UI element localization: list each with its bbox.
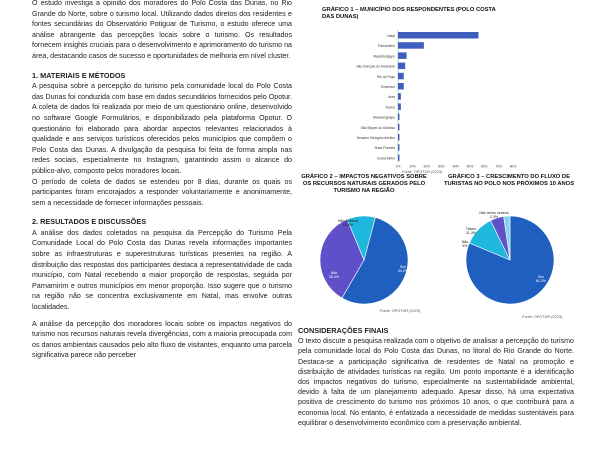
chart1-category-label: Natal [387, 34, 395, 38]
figure-2-source: Fonte: OPOTUR (2023) [380, 309, 421, 313]
chart1-category-label: Touros [385, 105, 395, 110]
figure-1-title: GRÁFICO 1 – MUNICÍPIO DOS RESPONDENTES (POLO COSTA DAS DUNAS) [322, 7, 496, 20]
section1-title: 1. MATERIAIS E MÉTODOS [32, 70, 126, 80]
chart1-category-label: Senador Georgino Avelino [356, 136, 395, 140]
final-title: CONSIDERAÇÕES FINAIS [298, 326, 389, 335]
chart1-tick-label: 50% [466, 164, 474, 169]
chart1-category-label: Maxaranguape [373, 115, 395, 120]
chart1-category-label: Extremoz [381, 85, 395, 89]
chart2-slice-label: Sim [399, 265, 407, 269]
chart1-tick-label: 30% [437, 164, 445, 169]
final-considerations [298, 326, 574, 428]
chart3-slice-label: 11,4% [466, 231, 476, 236]
chart1-category-label: Ares [388, 95, 395, 100]
chart1-bar [398, 63, 405, 70]
chart1-tick-label: 80% [509, 164, 517, 169]
chart2-slice-label: Não Saberia [338, 219, 358, 223]
chart3-slice-label: 2,3% [489, 215, 499, 220]
chart1-tick-label: 0% [395, 164, 401, 169]
chart3-slice-label: 5% [462, 244, 468, 249]
chart3-slice-label: Não tenho certeza [479, 211, 509, 215]
section1-paragraph-1: A pesquisa sobre a percepção do turismo pela comunidade local do Polo Costa das Dunas foi conduzida com base em dados secundários fornecidos pelo Opotur. A coleta de dados foi realizada por meio de um questionário online, desenvolvido no software Google Formulários, e disponibilizado pela plataforma Opotur. O questionário foi elaborado para abordar aspectos relevantes relacionados à qualidade e aos serviços turísticos oferecidos pelos municípios que compõem o Polo Costa das Dunas. A divulgação da pesquisa foi feita de forma ampla nas redes sociais, especialmente no Instagram, garantindo assim o alcance do público-alvo, composto pelos moradores locais. [32, 82, 292, 175]
chart1-bar [398, 154, 399, 161]
final-paragraph: O texto discute a pesquisa realizada com o objetivo de analisar a percepção do turismo pela comunidade local do Polo Costa das Dunas, no litoral do Rio Grande do Norte. Destaca-se a participação significativa de residentes de Natal na promoção e distribuição de atividades turísticas na região. Um ponto importante é a identificação dos impactos negativos do turismo, especialmente na sustentabilidade ambiental, devido à falta de um planejamento adequado. Apesar disso, há uma expectativa positiva de crescimento do turismo nos próximos 10 anos, o que contribuirá para a economia local. No entanto, é enfatizada a necessidade de medidas sustentáveis para equilibrar o desenvolvimento econômico com a preservação ambiental. [298, 337, 574, 427]
chart3-slice-label: Sim [537, 275, 545, 279]
chart2-slice-label: 54,2% [397, 269, 409, 274]
figure-3-title: GRÁFICO 3 – CRESCIMENTO DO FLUXO DE TURISTAS NO POLO NOS PRÓXIMOS 10 ANOS [443, 174, 575, 187]
figure-1-source: Fonte: OPOTUR (2023) [402, 170, 443, 174]
chart1-category-label: Parnamirim [378, 44, 395, 49]
chart1-bar [398, 124, 399, 131]
chart1-bar [398, 114, 399, 121]
chart1-bar [398, 134, 399, 141]
chart1-tick-label: 10% [409, 164, 416, 169]
chart1-category-label: Macaíba/Igapó [373, 54, 395, 59]
chart2-slice-label: 35,4% [328, 275, 340, 280]
chart1-category-label: Rio do Fogo [377, 74, 395, 79]
section2-paragraph-2: A análise da percepção dos moradores locais sobre os impactos negativos do turismo nos recursos naturais revela divergências, com a maioria preocupada com os danos ambientais causados pelo alto fluxo de visitantes, enquanto uma parcela significativa parece não perceber [32, 319, 292, 360]
figure-2-pie-chart [304, 208, 424, 308]
figure-1 [322, 7, 502, 21]
chart3-slice-label: Talvez [465, 227, 477, 231]
chart1-bar [398, 144, 399, 151]
chart2-slice-label: Não [330, 271, 338, 275]
chart1-category-label: São Miguel do Gostoso [360, 125, 395, 130]
chart1-bar [398, 93, 401, 100]
left-column [32, 0, 292, 361]
chart1-bar [398, 52, 407, 59]
figure-1-bar-chart [318, 26, 518, 170]
figure-2-title: GRÁFICO 2 – IMPACTOS NEGATIVOS SOBRE OS RECURSOS NATURAIS GERADOS PELO TURISMO NA REGIÃO [301, 174, 427, 194]
chart1-bar [398, 73, 404, 80]
chart1-tick-label: 70% [495, 164, 502, 169]
chart1-bar [398, 42, 424, 49]
chart3-slice-label: 81,3% [535, 279, 547, 284]
figure-3-pie-chart [442, 208, 572, 308]
chart1-tick-label: 20% [423, 164, 431, 169]
section2-title: 2. RESULTADOS E DISCUSSÕES [32, 217, 147, 227]
section2-paragraph-1: A análise dos dados coletados na pesquisa da Percepção do Turismo Pela Comunidade Local do Polo Costa das Dunas revela informações importantes sobre as infraestruturas e superestruturas turísticas presentes na região. A distribuição das respostas dos participantes destaca a representatividade de cada município, com Natal recebendo a maior proporção de respostas, seguida por Parnamirim e outros municípios em menor proporção. Isso sugere que o turismo na região não se concentra exclusivamente em Natal, mas envolve outras localidades. [32, 228, 292, 312]
chart1-tick-label: 60% [480, 164, 488, 169]
chart1-category-label: Nísia Floresta [374, 146, 395, 151]
chart1-bar [398, 103, 401, 110]
chart3-slice-label: Não [461, 240, 469, 244]
chart2-slice-label: 10,4% [342, 223, 354, 228]
chart1-category-label: São Gonçalo do Amarante [356, 64, 395, 69]
chart1-tick-label: 40% [452, 164, 459, 169]
figure-3-source: Fonte: OPOTUR (2023) [522, 315, 563, 319]
chart1-bar [398, 32, 479, 39]
chart1-category-label: Ceará-Mirim [376, 156, 395, 161]
chart1-bar [398, 83, 404, 90]
intro-paragraph: O estudo investiga a opinião dos moradores do Polo Costa das Dunas, no Rio Grande do Norte, sobre o turismo local. Utilizando dados diretos dos residentes e fontes secundárias do Observatório Potiguar de Turismo, o estudo oferece uma análise abrangente das percepções locais sobre o turismo. Os resultados fornecem insights cruciais para o desenvolvimento e aprimoramento do turismo na área, destacando casos de sucesso e oportunidades de melhoria em nível cluster. [32, 0, 292, 60]
section1-paragraph-2: O período de coleta de dados se estendeu por 8 dias, durante os quais os participantes foram encorajados a responder voluntariamente e anonimamente, sem a necessidade de fornecer informações pessoais. [32, 177, 292, 207]
